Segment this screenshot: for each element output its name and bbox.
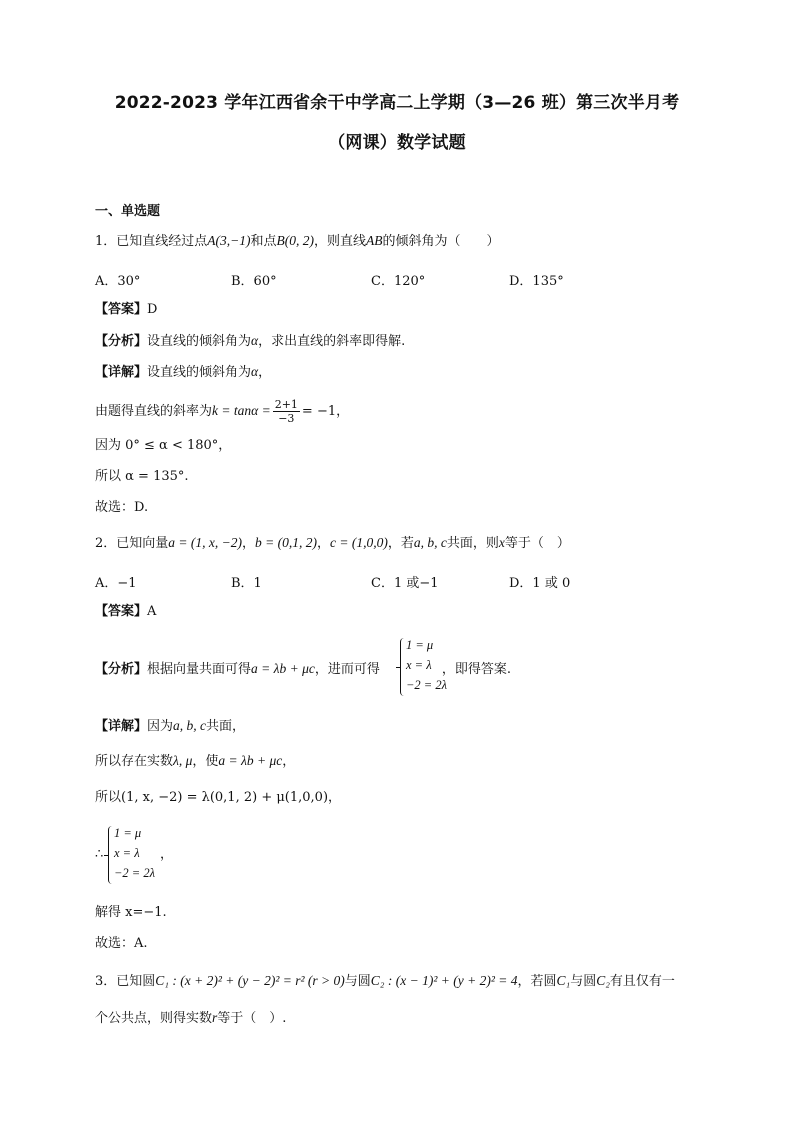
q1-option-a: A．30° — [95, 274, 141, 289]
q2-answer: 【答案】A — [95, 604, 157, 619]
q2-option-c: C．1 或−1 — [371, 576, 439, 591]
q3-stem-line1: 3．已知圆C₁ : (x + 2)² + (y − 2)² = r² (r > 0)与圆C₂ : (x − 1)² + (y + 2)² = 4，若圆C₁与圆C₂有且仅有一 — [95, 973, 675, 989]
q1-option-b: B．60° — [231, 274, 277, 289]
section-heading: 一、单选题 — [95, 204, 161, 219]
system-row: 1 = μ — [406, 638, 434, 652]
q2-therefore: ∴ — [95, 847, 104, 862]
q3-stem-line2: 个公共点，则得实数r等于（ ）. — [95, 1010, 287, 1026]
q2-stem: 2．已知向量a = (1, x, −2)，b = (0,1, 2)，c = (1,0,0)，若a, b, c共面，则x等于（ ） — [95, 535, 570, 551]
q2-detail: 【详解】因为a, b, c共面， — [95, 718, 246, 734]
q1-stem: 1．已知直线经过点A(3,−1)和点B(0, 2)，则直线AB的倾斜角为（ ） — [95, 233, 500, 249]
system-row: x = λ — [114, 846, 140, 860]
slope-fraction: $\frac{2+1}{-3}$ — [274, 398, 298, 425]
system-row: −2 = 2λ — [114, 866, 156, 880]
system-row: x = λ — [406, 658, 432, 672]
system-row: 1 = μ — [114, 826, 142, 840]
system-row: −2 = 2λ — [406, 678, 448, 692]
q2-step-solve: 解得 x=−1. — [95, 905, 167, 920]
q2-option-b: B．1 — [231, 576, 262, 591]
doc-title-line2: （网课）数学试题 — [328, 133, 466, 153]
q1-step-range: 因为 0° ≤ α < 180°， — [95, 438, 232, 453]
q1-detail: 【详解】设直线的倾斜角为α， — [95, 364, 272, 380]
q1-option-d: D．135° — [509, 274, 564, 289]
q2-conclusion: 故选：A. — [95, 936, 148, 951]
q2-step-expand: 所以(1, x, −2) = λ(0,1, 2) + μ(1,0,0)， — [95, 790, 342, 805]
q2-analysis-system — [400, 638, 470, 696]
q1-option-c: C．120° — [371, 274, 426, 289]
q1-analysis: 【分析】设直线的倾斜角为α，求出直线的斜率即得解. — [95, 333, 406, 349]
q1-step-slope: 由题得直线的斜率为k = tanα = $\frac{2+1}{-3}$ = −1， — [95, 398, 350, 425]
q2-analysis: 【分析】根据向量共面可得a = λb + μc，进而可得 ，即得答案. — [95, 661, 512, 677]
q2-detail-system — [108, 826, 188, 884]
q2-system-tail: ， — [160, 847, 174, 862]
q1-conclusion: 故选：D. — [95, 500, 149, 515]
q1-step-result: 所以 α = 135°. — [95, 469, 189, 484]
q2-option-d: D．1 或 0 — [509, 576, 571, 591]
q2-option-a: A．−1 — [95, 576, 137, 591]
q2-step-exist: 所以存在实数λ, μ，使a = λb + μc， — [95, 753, 296, 769]
doc-title-line1: 2022-2023 学年江西省余干中学高二上学期（3—26 班）第三次半月考 — [114, 93, 680, 113]
q1-answer: 【答案】D — [95, 302, 158, 317]
